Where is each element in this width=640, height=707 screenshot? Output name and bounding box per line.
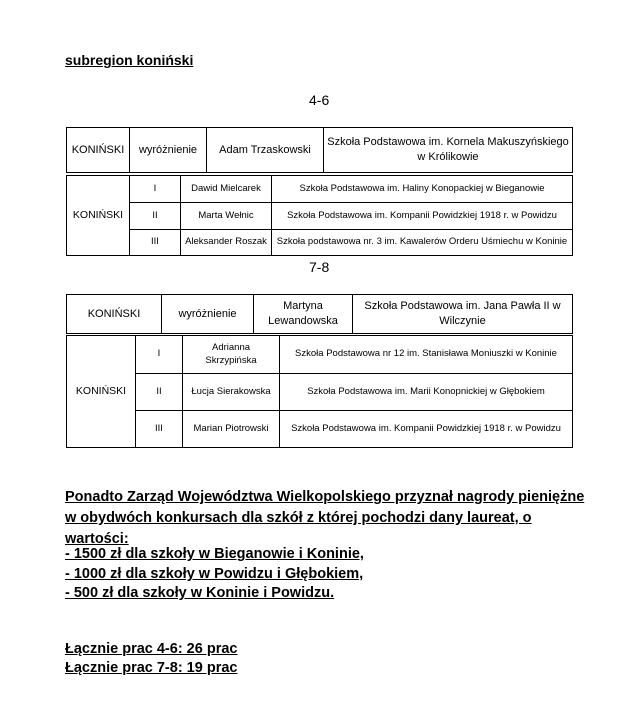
prize-line-3: - 500 zł dla szkoły w Koninie i Powidzu. — [65, 585, 335, 601]
award-cell: wyróżnienie — [162, 295, 254, 334]
table-7-8-distinction — [66, 294, 573, 334]
school-cell: Szkoła Podstawowa nr 12 im. Stanisława Moniuszki w Koninie — [280, 336, 573, 374]
name-cell: Marian Piotrowski — [183, 411, 280, 448]
grade-label-7-8: 7-8 — [309, 259, 330, 275]
table-row — [67, 374, 573, 411]
place-cell: I — [130, 176, 181, 203]
region-cell: KONIŃSKI — [67, 295, 162, 334]
table-row — [67, 176, 573, 203]
place-cell: I — [136, 336, 183, 374]
prize-statement: Ponadto Zarząd Województwa Wielkopolskiego przyznał nagrody pieniężne w obydwóch konkursach dla szkół z której pochodzi dany laureat, o wartości: — [65, 489, 585, 547]
award-cell: wyróżnienie — [130, 128, 207, 173]
school-cell: Szkoła podstawowa nr. 3 im. Kawalerów Orderu Uśmiechu w Koninie — [272, 230, 573, 256]
school-cell: Szkoła Podstawowa im. Marii Konopnickiej w Głębokiem — [280, 374, 573, 411]
name-cell: Martyna Lewandowska — [254, 295, 353, 334]
name-cell: Dawid Mielcarek — [181, 176, 272, 203]
table-row — [67, 411, 573, 448]
table-7-8-winners — [66, 335, 573, 448]
place-cell: II — [136, 374, 183, 411]
table-row — [67, 230, 573, 256]
name-cell: Marta Wełnic — [181, 203, 272, 230]
name-cell: Adam Trzaskowski — [207, 128, 324, 173]
region-cell: KONIŃSKI — [67, 176, 130, 256]
school-cell: Szkoła Podstawowa im. Haliny Konopackiej w Bieganowie — [272, 176, 573, 203]
place-cell: III — [130, 230, 181, 256]
name-cell: Aleksander Roszak — [181, 230, 272, 256]
table-4-6-winners — [66, 175, 573, 256]
total-line-4-6: Łącznie prac 4-6: 26 prac — [65, 641, 238, 657]
grade-label-4-6: 4-6 — [309, 92, 330, 108]
place-cell: II — [130, 203, 181, 230]
region-cell: KONIŃSKI — [67, 336, 136, 448]
prize-line-1: - 1500 zł dla szkoły w Bieganowie i Koninie, — [65, 546, 364, 562]
place-cell: III — [136, 411, 183, 448]
school-cell: Szkoła Podstawowa im. Kompanii Powidzkiej 1918 r. w Powidzu — [280, 411, 573, 448]
school-cell: Szkoła Podstawowa im. Kompanii Powidzkiej 1918 r. w Powidzu — [272, 203, 573, 230]
subregion-heading: subregion koniński — [65, 52, 194, 68]
table-4-6-distinction — [66, 127, 573, 173]
total-line-7-8: Łącznie prac 7-8: 19 prac — [65, 660, 238, 676]
table-row — [67, 336, 573, 374]
prize-line-2: - 1000 zł dla szkoły w Powidzu i Głębokiem, — [65, 566, 364, 582]
table-row — [67, 203, 573, 230]
name-cell: Adrianna Skrzypińska — [183, 336, 280, 374]
school-cell: Szkoła Podstawowa im. Kornela Makuszyńskiego w Królikowie — [324, 128, 573, 173]
region-cell: KONIŃSKI — [67, 128, 130, 173]
school-cell: Szkoła Podstawowa im. Jana Pawła II w Wilczynie — [353, 295, 573, 334]
name-cell: Łucja Sierakowska — [183, 374, 280, 411]
